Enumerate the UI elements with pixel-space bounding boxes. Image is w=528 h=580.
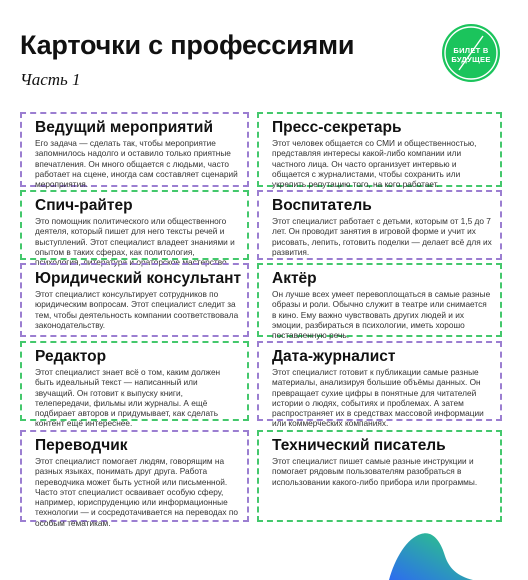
page-subtitle: Часть 1 [20, 70, 81, 89]
card-text: Этот специалист пишет самые разные инструкции и помогает рядовым пользователям разобраться в использовании какого-либо прибора или программы. [272, 456, 478, 487]
card-text: Этот специалист помогает людям, говорящим на разных языках, понимать друг друга. Работа переводчика может быть устной или письменной. Часто этот специалист осваивает особую сферу, например, юриспруденцию или информационные технологии — и сосредотачивается на переводах по особым тематикам. [35, 456, 238, 528]
card-text: Это помощник политического или общественного деятеля, который пишет для него тексты речей и выступлений. Этот специалист владеет знаниями и опытом в таких сферах, как политология, психология, литература и ораторское мастерство. [35, 216, 235, 268]
profession-card-speechwriter [20, 190, 249, 268]
card-title: Юридический консультант [35, 270, 242, 287]
card-title: Воспитатель [272, 197, 372, 214]
card-title: Переводчик [35, 437, 128, 454]
profession-card-translator [20, 430, 249, 528]
card-title: Ведущий мероприятий [35, 119, 213, 136]
card-title: Редактор [35, 348, 107, 365]
card-title: Технический писатель [272, 437, 446, 454]
bilet-v-budushchee-logo [442, 24, 500, 82]
profession-card-legal-consultant [20, 263, 249, 337]
page-title: Карточки с профессиями [20, 30, 355, 60]
logo-text-line2: БУДУЩЕЕ [451, 55, 491, 64]
profession-card-actor [257, 263, 502, 341]
decorative-gradient-shape [385, 528, 475, 580]
profession-card-technical-writer [257, 430, 502, 522]
card-title: Актёр [272, 270, 317, 287]
card-title: Дата-журналист [272, 348, 396, 365]
profession-card-editor [20, 341, 249, 429]
card-title: Спич-райтер [35, 197, 133, 214]
profession-card-data-journalist [257, 341, 502, 429]
card-text: Этот специалист знает всё о том, каким должен быть идеальный текст — написанный или звучащий. Он готовит к выпуску книги, телепередачи, фильмы или журналы. А ещё подбирает авторов и придумывает, как сделать контент ещё интереснее. [35, 367, 221, 429]
profession-card-host [20, 112, 249, 190]
card-text: Этот специалист консультирует сотрудников по юридическим вопросам. Этот специалист следит за тем, чтобы деятельность компании соответствовала законодательству. [35, 289, 239, 330]
card-title: Пресс-секретарь [272, 119, 402, 136]
card-text: Его задача — сделать так, чтобы мероприятие запомнилось надолго и оставило только приятные впечатления. Он много общается с людьми, часто работает на сцене, иногда сам составляет сценарий мероприятия. [35, 138, 238, 190]
profession-card-educator [257, 190, 502, 260]
card-text: Этот специалист работает с детьми, которым от 1,5 до 7 лет. Он проводит занятия в игровой форме и учит их рисовать, лепить, готовить поделки — делает всё для их развития. [272, 216, 492, 257]
card-text: Этот специалист готовит к публикации самые разные материалы, анализируя большие объёмы данных. Он превращает сухие цифры в понятные для читателей истории о людях, событиях и проблемах. А затем распространяет их в средствах массовой информации или коммерческих компаниях. [272, 367, 484, 429]
profession-card-press-secretary [257, 112, 502, 190]
card-text: Он лучше всех умеет перевоплощаться в самые разные образы и роли. Обычно служит в театре или снимается в кино. Ему важно чувствовать других людей и их эмоции, разбираться в психологии, иметь хорошо поставленную речь. [272, 289, 491, 341]
logo-text-line1: БИЛЕТ В [453, 46, 489, 55]
card-text: Этот человек общается со СМИ и общественностью, представляя интересы какой-либо компании или частного лица. Он часто организует интервью и общается с журналистами, чтобы сохранить или укрепить репутацию того, на кого работает. [272, 138, 477, 190]
